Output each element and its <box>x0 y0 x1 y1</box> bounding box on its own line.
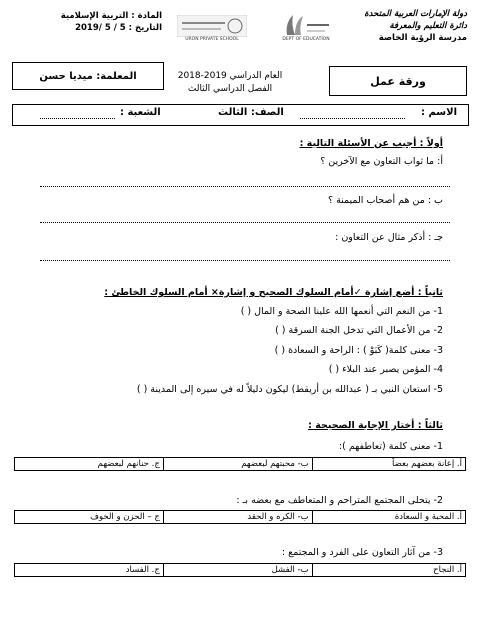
option-2-c[interactable]: ج – الحزن و الخوف <box>15 511 164 524</box>
worksheet-title: ورقة عمل <box>370 74 426 88</box>
header-school: مدرسة الرؤية الخاصة <box>378 33 467 43</box>
option-1-a[interactable]: أ. إعانة بعضهم بعضاً <box>312 458 465 471</box>
student-section-label: الشعبة : <box>120 107 161 118</box>
section1-question-c: جـ : أذكر مثال عن التعاون : <box>335 232 443 243</box>
options-table-1 <box>14 457 466 471</box>
section3-question-3: 3- من آثار التعاون على الفرد و المجتمع : <box>281 547 443 558</box>
section3-heading: ثالثاً : أختار الإجابة الصحيحة : <box>308 420 443 431</box>
department-logo-caption: DEPT OF EDUCATION <box>282 37 330 42</box>
header-country: دولة الإمارات العربية المتحدة <box>364 9 467 19</box>
section2-item-5: 5- استعان النبي بـ ( عبدالله بن أريقط) ليكون دليلاً له في سيره إلى المدينة ( ) <box>136 384 443 395</box>
option-2-b[interactable]: ب- الكره و الحقد <box>163 511 312 524</box>
header-department: دائرة التعليم والمعرفة <box>389 21 467 31</box>
section1-question-b: ب : من هم أصحاب الميمنة ؟ <box>328 195 443 206</box>
option-3-c[interactable]: ج. الفساد <box>15 564 164 577</box>
header-subject: المادة : التربية الإسلامية <box>60 11 162 21</box>
options-table-2 <box>14 510 466 524</box>
option-2-a[interactable]: أ. المحبة و السعادة <box>312 511 465 524</box>
teacher-name: المعلمة: ميديا حسن <box>39 70 137 82</box>
student-grade: الصف: الثالث <box>218 107 284 118</box>
section2-item-1: 1- من النعم التي أنعمها الله علينا الصحة و المال ( ) <box>240 306 443 317</box>
subject-date-header <box>12 10 162 34</box>
answer-line-b[interactable] <box>40 222 450 223</box>
school-logo-icon <box>177 15 247 37</box>
table-row <box>15 458 466 471</box>
section2-item-2: 2- من الأعمال التي تدخل الجنة السرقة ( ) <box>275 325 443 336</box>
teacher-box <box>12 62 164 90</box>
worksheet-title-box <box>329 66 467 96</box>
semester: الفصل الدراسي الثالث <box>187 84 273 94</box>
student-section-field[interactable] <box>40 118 115 119</box>
department-logo <box>266 8 346 42</box>
school-logo <box>172 8 252 42</box>
school-logo-caption: URON PRIVATE SCHOOL <box>185 37 239 42</box>
section2-heading: ثانياً : أضع إشارة ✓أمام السلوك الصحيح و إشارة× أمام السلوك الخاطئ : <box>104 287 443 298</box>
option-3-a[interactable]: أ. النجاح <box>312 564 465 577</box>
section3-question-2: 2- يتحلى المجتمع المتراحم و المتعاطف مع بعضه بـ : <box>236 495 443 506</box>
header-date: التاريخ : 5 / 5 /2019 <box>75 23 162 33</box>
option-1-b[interactable]: ب- محبتهم لبعضهم <box>163 458 312 471</box>
table-row <box>15 564 466 577</box>
department-logo-icon <box>281 13 331 37</box>
options-table-3 <box>14 563 466 577</box>
section1-question-a: أ: ما ثواب التعاون مع الآخرين ؟ <box>320 156 443 167</box>
academic-year: العام الدراسي 2019-2018 <box>177 71 283 81</box>
term-info <box>160 70 300 96</box>
answer-line-c[interactable] <box>40 260 450 261</box>
section1-heading: أولاً : أجيب عن الأسئلة التالية : <box>299 138 443 149</box>
section2-item-3: 3- معنى كلمة( كَبَوْ ) : الراحة و السعادة ( ) <box>274 345 443 356</box>
student-name-field[interactable] <box>300 118 405 119</box>
section3-question-1: 1- معنى كلمة (تعاطفهم ): <box>338 441 443 452</box>
section2-item-4: 4- المؤمن يصبر عند البلاء ( ) <box>328 364 443 375</box>
table-row <box>15 511 466 524</box>
option-1-c[interactable]: ج. حنانهم لبعضهم <box>15 458 164 471</box>
student-name-label: الاسم : <box>420 107 457 118</box>
option-3-b[interactable]: ب- الفشل <box>163 564 312 577</box>
answer-line-a[interactable] <box>40 186 450 187</box>
